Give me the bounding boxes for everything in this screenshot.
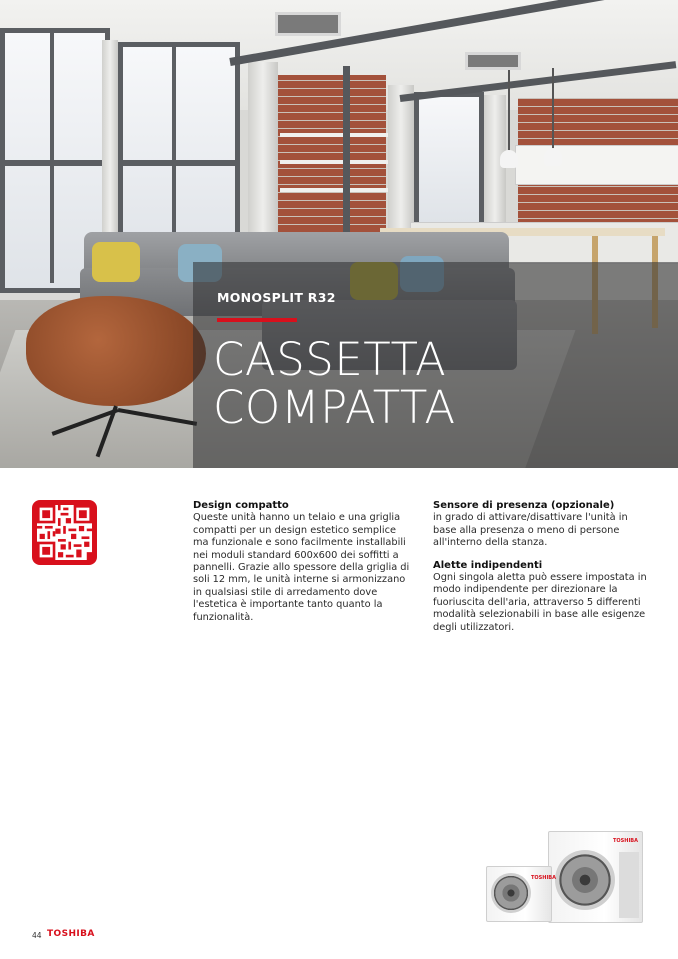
pendant-lamp-cord [508,70,510,162]
section-heading: Design compatto [193,500,289,511]
accent-bar [217,318,297,322]
pillow [92,242,140,282]
fan-grille [555,850,615,910]
ceiling-cassette-vent [275,12,341,36]
column [248,62,278,242]
section-body: Ogni singola aletta può essere impostata in modo indipendente per direzionare la fuoriuscita dell'aria, attraverso 5 differenti modalità selezionabili in base alle esigenze degli utilizzatori. [433,572,647,633]
features-section [433,500,653,644]
unit-logo: TOSHIBA [531,875,556,881]
column [388,85,414,235]
window-mullion [172,42,176,260]
section-body: Queste unità hanno un telaio e una griglia compatti per un design estetico semplice ma funzionale e sono facilmente installabili nei moduli standard 600x600 dei soffitti a pannelli. Grazie allo spessore della griglia di soli 12 mm, le unità interne si armonizzano in qualsiasi stile di arredamento dove l'estetica è importante tanto quanto la funzionalità. [193,512,410,623]
section-body: in grado di attivare/disattivare l'unità in base alla presenza o meno di persone all'interno della stanza. [433,512,628,549]
armchair [26,296,206,406]
outdoor-unit-large [548,831,643,923]
design-section [193,500,411,634]
section-heading: Sensore di presenza (opzionale) [433,500,615,511]
hero-image [0,0,678,468]
kitchen-cabinets [515,145,678,185]
window [414,92,484,227]
page-number: 44 [32,931,42,940]
fan-grille [491,873,531,913]
unit-side-panel [619,852,639,918]
steel-column [343,66,350,246]
section-heading: Alette indipendenti [433,559,543,571]
unit-logo: TOSHIBA [613,838,638,844]
title-line-1: CASSETTA [213,333,447,386]
ceiling-cassette-vent [465,52,521,70]
pendant-lamp [544,148,562,166]
product-line-label: MONOSPLIT R32 [217,290,336,305]
pendant-lamp [500,150,518,168]
qr-code-icon[interactable] [32,500,97,565]
window-mullion [50,28,54,283]
shelf [280,160,388,164]
shelf [280,133,388,137]
brand-logo: TOSHIBA [47,929,95,939]
outdoor-unit-small [486,866,556,922]
pendant-lamp-cord [552,68,554,156]
qr-code-pattern [37,505,92,560]
shelf [280,188,388,192]
title-line-2: COMPATTA [213,381,456,434]
page-title [213,333,456,434]
brick-wall [278,75,386,240]
